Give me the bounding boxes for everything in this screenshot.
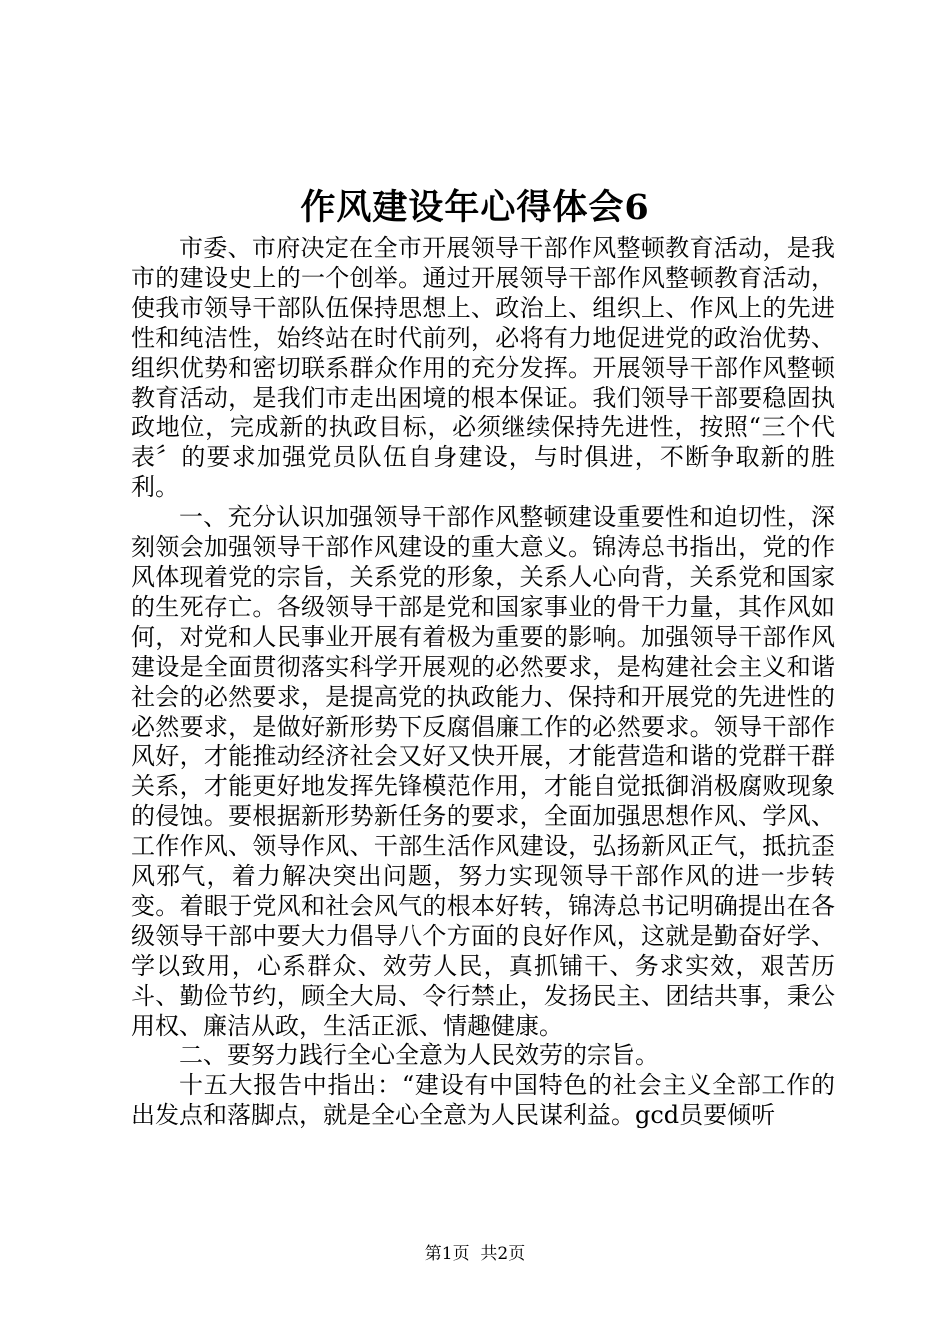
page-total: 共2页 [480,1244,526,1264]
page-footer [0,1242,950,1266]
paragraph-section-two-body: 十五大报告中指出：“建设有中国特色的社会主义全部工作的出发点和落脚点，就是全心全意为人民谋利益。gcd员要倾听 [131,1071,835,1130]
paragraph-section-one: 一、充分认识加强领导干部作风整顿建设重要性和迫切性，深刻领会加强领导干部作风建设的重大意义。锦涛总书指出，党的作风体现着党的宗旨，关系党的形象，关系人心向背，关系党和国家的生死存亡。各级领导干部是党和国家事业的骨干力量，其作风如何，对党和人民事业开展有着极为重要的影响。加强领导干部作风建设是全面贯彻落实科学开展观的必然要求，是构建社会主义和谐社会的必然要求，是提高党的执政能力、保持和开展党的先进性的必然要求，是做好新形势下反腐倡廉工作的必然要求。领导干部作风好，才能推动经济社会又好又快开展，才能营造和谐的党群干群关系，才能更好地发挥先锋模范作用，才能自觉抵御消极腐败现象的侵蚀。要根据新形势新任务的要求，全面加强思想作风、学风、工作作风、领导作风、干部生活作风建设，弘扬新风正气，抵抗歪风邪气，着力解决突出问题，努力实现领导干部作风的进一步转变。着眼于党风和社会风气的根本好转，锦涛总书记明确提出在各级领导干部中要大力倡导八个方面的良好作风，这就是勤奋好学、学以致用，心系群众、效劳人民，真抓铺干、务求实效，艰苦历斗、勤俭节约，顾全大局、令行禁止，发扬民主、团结共事，秉公用权、廉洁从政，生活正派、情趣健康。 [131,503,835,1040]
document-title: 作风建设年心得体会6 [300,187,650,228]
page-number: 第1页 [424,1244,470,1264]
footer-spacer [470,1244,481,1264]
document-body [131,234,835,1131]
paragraph-intro: 市委、市府决定在全市开展领导干部作风整顿教育活动，是我市的建设史上的一个创举。通过开展领导干部作风整顿教育活动，使我市领导干部队伍保持思想上、政治上、组织上、作风上的先进性和纯洁性，始终站在时代前列，必将有力地促进党的政治优势、组织优势和密切联系群众作用的充分发挥。开展领导干部作风整顿教育活动，是我们市走出困境的根本保证。我们领导干部要稳固执政地位，完成新的执政目标，必须继续保持先进性，按照“三个代表〞的要求加强党员队伍自身建设，与时俱进，不断争取新的胜利。 [131,234,835,502]
paragraph-section-two-heading: 二、要努力践行全心全意为人民效劳的宗旨。 [179,1041,659,1070]
